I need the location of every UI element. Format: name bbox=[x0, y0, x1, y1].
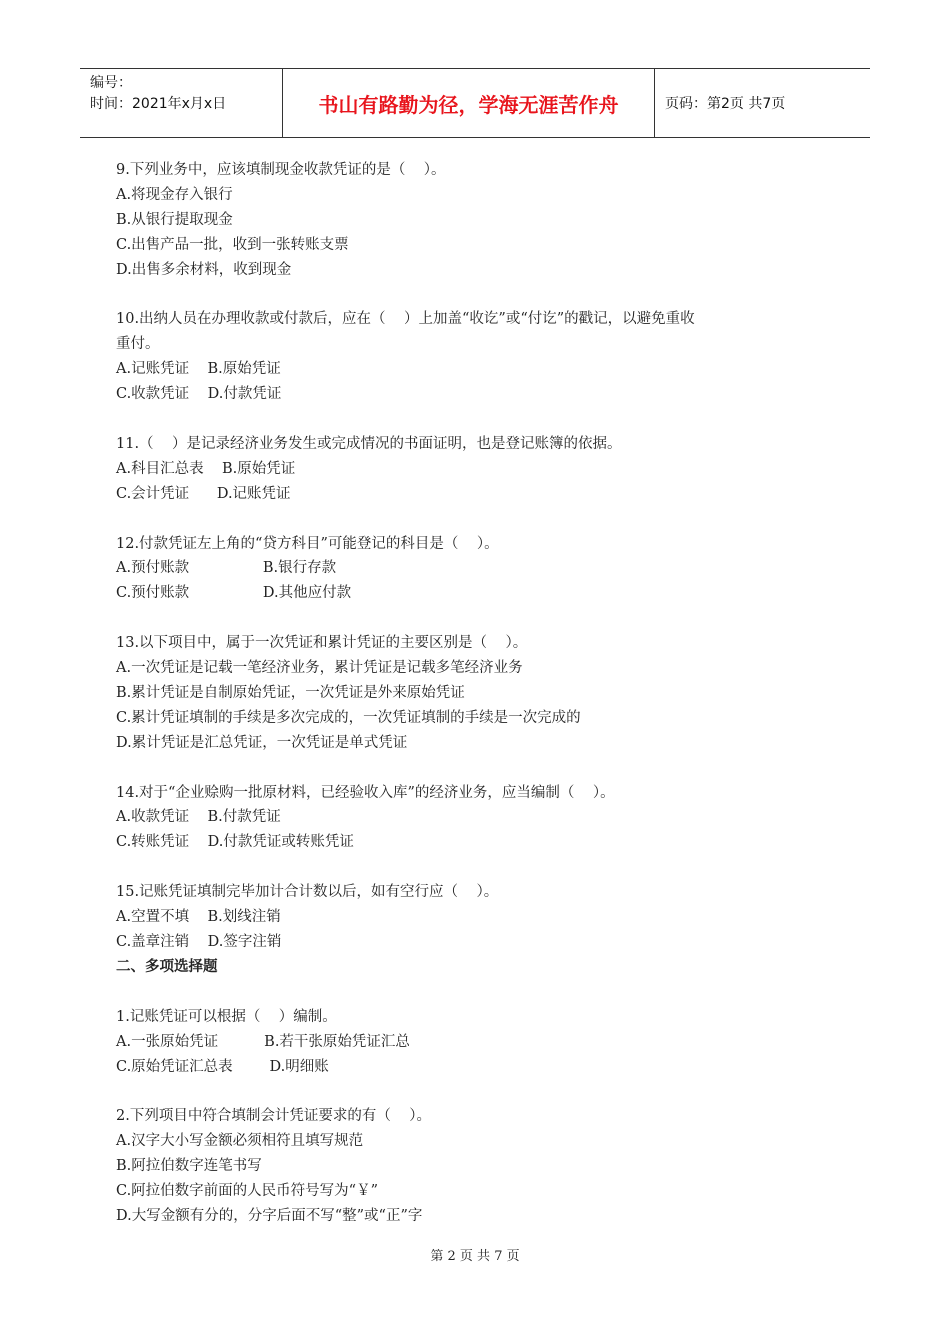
q10-options-cd: C.收款凭证 D.付款凭证 bbox=[116, 386, 282, 403]
page-header bbox=[80, 68, 870, 138]
q11-options-ab: A.科目汇总表 B.原始凭证 bbox=[116, 460, 296, 477]
q9-option-d: D.出售多余材料，收到现金 bbox=[116, 261, 292, 278]
question-11: 11.（ ）是记录经济业务发生或完成情况的书面证明，也是登记账簿的依据。 bbox=[116, 435, 622, 452]
question-14: 14.对于“企业赊购一批原材料，已经验收入库”的经济业务，应当编制（ ）。 bbox=[116, 784, 615, 801]
q12-options-cd: C.预付账款 D.其他应付款 bbox=[116, 585, 352, 602]
mc2-option-a: A.汉字大小写金额必须相符且填写规范 bbox=[116, 1133, 364, 1150]
q13-option-d: D.累计凭证是汇总凭证，一次凭证是单式凭证 bbox=[116, 734, 408, 751]
spacer bbox=[116, 1079, 846, 1104]
question-15: 15.记账凭证填制完毕加计合计数以后，如有空行应（ ）。 bbox=[116, 884, 499, 901]
q13-option-b: B.累计凭证是自制原始凭证，一次凭证是外来原始凭证 bbox=[116, 684, 465, 701]
spacer bbox=[116, 283, 846, 308]
q9-option-b: B.从银行提取现金 bbox=[116, 211, 233, 228]
q15-options-cd: C.盖章注销 D.签字注销 bbox=[116, 934, 282, 950]
spacer bbox=[116, 606, 846, 631]
spacer bbox=[116, 980, 846, 1005]
q14-options-cd: C.转账凭证 D.付款凭证或转账凭证 bbox=[116, 834, 354, 851]
document-body bbox=[116, 158, 846, 1229]
q9-option-c: C.出售产品一批，收到一张转账支票 bbox=[116, 236, 349, 253]
section-heading-multiple-choice: 二、多项选择题 bbox=[116, 958, 218, 975]
q15-options-ab: A.空置不填 B.划线注销 bbox=[116, 909, 281, 926]
mc2-option-c: C.阿拉伯数字前面的人民币符号写为“￥” bbox=[116, 1183, 379, 1200]
question-12: 12.付款凭证左上角的“贷方科目”可能登记的科目是（ ）。 bbox=[116, 535, 499, 552]
question-13: 13.以下项目中，属于一次凭证和累计凭证的主要区别是（ ）。 bbox=[116, 635, 528, 652]
spacer bbox=[116, 507, 846, 532]
number-label: 编号： bbox=[90, 75, 132, 91]
header-meta bbox=[80, 69, 283, 137]
spacer bbox=[116, 407, 846, 432]
mc-question-2: 2.下列项目中符合填制会计凭证要求的有（ ）。 bbox=[116, 1108, 432, 1125]
q9-option-a: A.将现金存入银行 bbox=[116, 186, 233, 203]
question-10-cont: 重付。 bbox=[116, 336, 160, 353]
mc2-option-d: D.大写金额有分的，分字后面不写“整”或“正”字 bbox=[116, 1207, 423, 1224]
spacer bbox=[116, 855, 846, 880]
q11-options-cd: C.会计凭证 D.记账凭证 bbox=[116, 485, 291, 502]
question-10: 10.出纳人员在办理收款或付款后，应在（ ）上加盖“收讫”或“付讫”的戳记，以避免重收 bbox=[116, 311, 695, 328]
q12-options-ab: A.预付账款 B.银行存款 bbox=[116, 560, 337, 577]
mc-question-1: 1.记账凭证可以根据（ ）编制。 bbox=[116, 1008, 337, 1025]
mc1-options-cd: C.原始凭证汇总表 D.明细账 bbox=[116, 1058, 329, 1075]
q13-option-a: A.一次凭证是记载一笔经济业务，累计凭证是记载多笔经济业务 bbox=[116, 660, 523, 677]
spacer bbox=[116, 756, 846, 781]
time-label: 时间：2021年x月x日 bbox=[90, 96, 227, 112]
q13-option-c: C.累计凭证填制的手续是多次完成的，一次凭证填制的手续是一次完成的 bbox=[116, 709, 581, 726]
q10-options-ab: A.记账凭证 B.原始凭证 bbox=[116, 361, 281, 378]
mc2-option-b: B.阿拉伯数字连笔书写 bbox=[116, 1158, 262, 1175]
question-9: 9.下列业务中，应该填制现金收款凭证的是（ ）。 bbox=[116, 162, 446, 178]
mc1-options-ab: A.一张原始凭证 B.若干张原始凭证汇总 bbox=[116, 1033, 410, 1050]
header-motto: 书山有路勤为径，学海无涯苦作舟 bbox=[283, 69, 655, 137]
page-footer: 第 2 页 共 7 页 bbox=[430, 1249, 520, 1264]
header-page-code: 页码：第2页 共7页 bbox=[665, 96, 786, 112]
q14-options-ab: A.收款凭证 B.付款凭证 bbox=[116, 809, 281, 826]
